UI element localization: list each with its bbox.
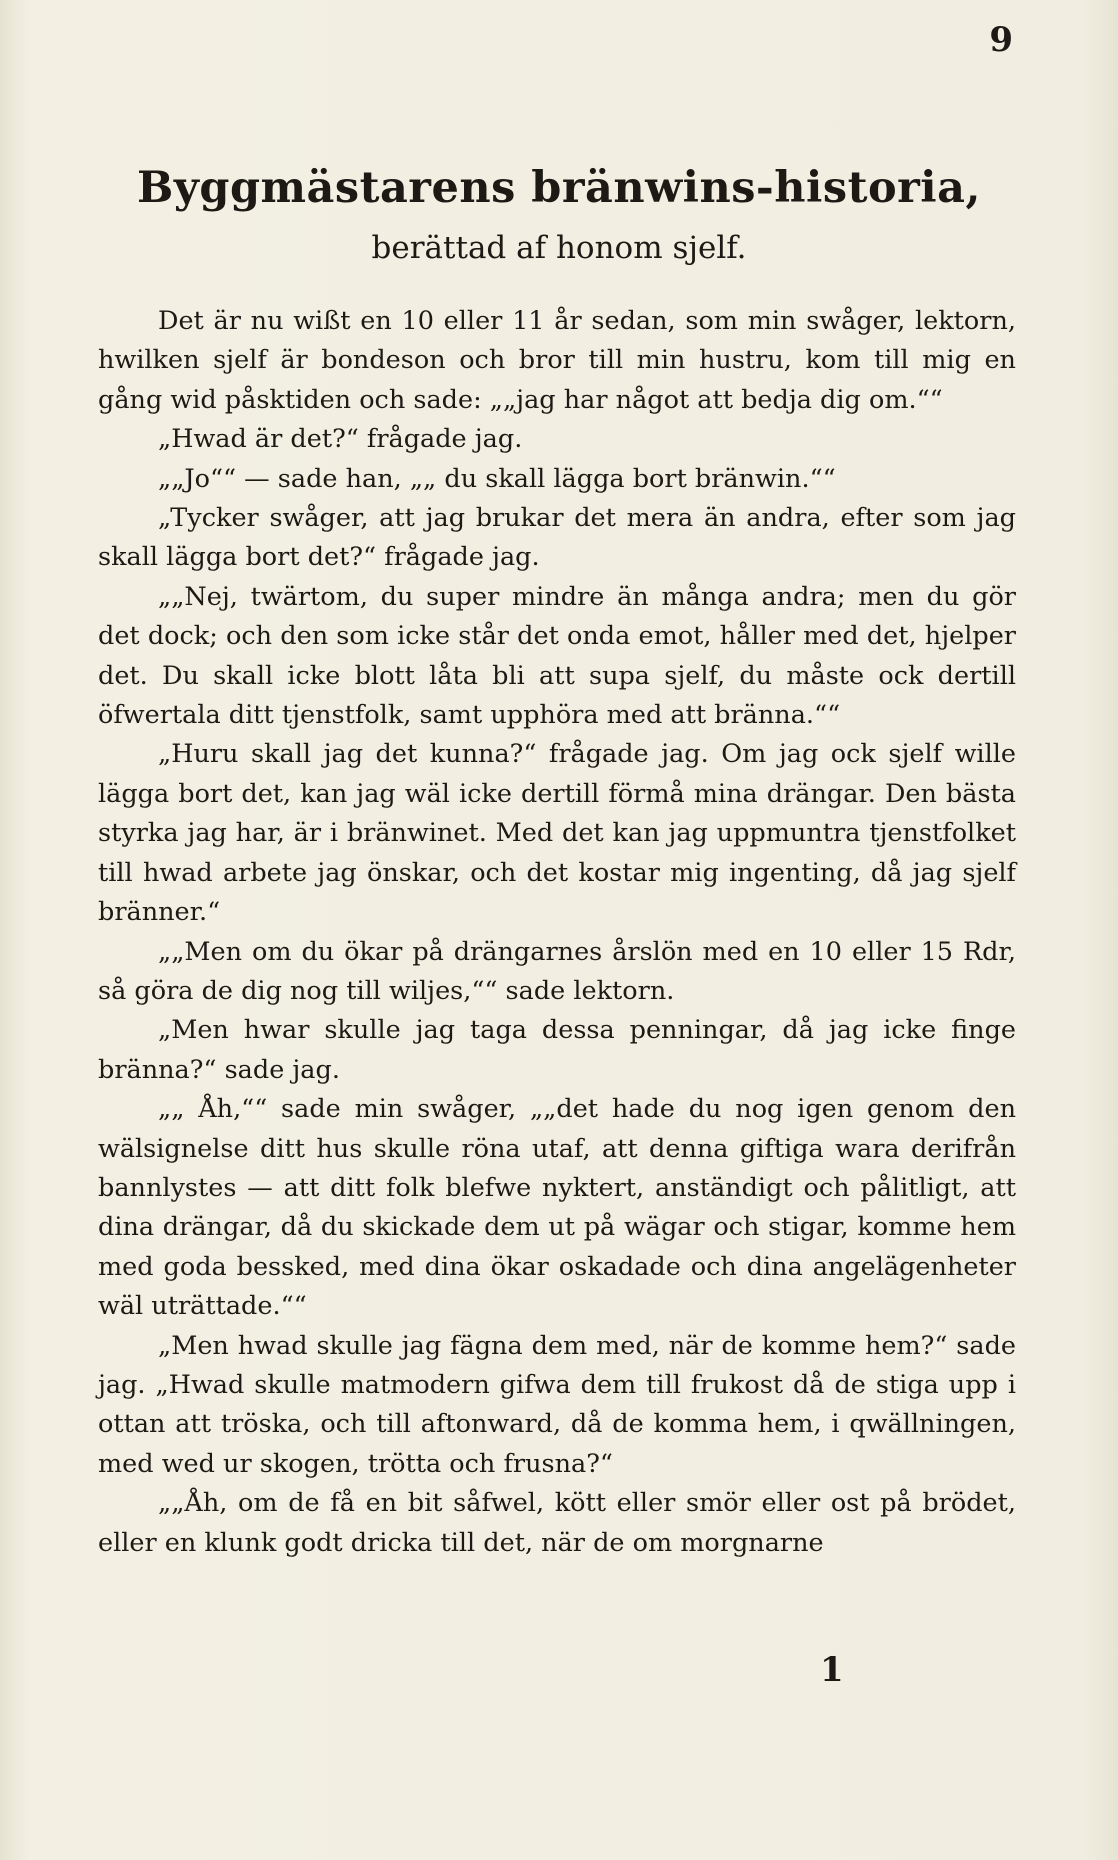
paragraph: „„ Åh,““ sade min swåger, „„det hade du nog igen genom den wälsignelse ditt hus skulle röna utaf, att denna giftiga wara derifrån bannlystes — att ditt folk blefwe nyktert, anständigt och pålitligt, att dina drängar, då du skickade dem ut på wägar och stigar, komme hem med goda bessked, med dina ökar oskadade och dina angelägenheter wäl uträttade.““ [98,1094,1016,1322]
paragraph: „Men hwar skulle jag taga dessa penningar, då jag icke finge bränna?“ sade jag. [98,1015,1016,1085]
paragraph: „Hwad är det?“ frågade jag. [158,424,523,455]
chapter-title: Byggmästarens bränwins-historia, [137,163,981,213]
paragraph: „„Åh, om de få en bit såfwel, kött eller smör eller ost på brödet, eller en klunk godt dricka till det, när de om morgnarne [98,1488,1016,1558]
paragraph: „Huru skall jag det kunna?“ frågade jag. Om jag ock sjelf wille lägga bort det, kan jag wäl icke dertill förmå mina drängar. Den bästa styrka jag har, är i bränwinet. Med det kan jag uppmuntra tjenstfolket till hwad arbete jag önskar, och det kostar mig ingenting, då jag sjelf bränner.“ [98,739,1016,928]
chapter-subtitle: berättad af honom sjelf. [371,230,747,266]
paragraph: „„Nej, twärtom, du super mindre än många andra; men du gör det dock; och den som icke står det onda emot, håller med det, hjelper det. Du skall icke blott låta bli att supa sjelf, du måste ock dertill öfwertala ditt tjenstfolk, samt upphöra med att bränna.““ [98,581,1016,731]
body-text [98,302,1016,1563]
paragraph: „Tycker swåger, att jag brukar det mera än andra, efter som jag skall lägga bort det?“ frågade jag. [98,503,1016,573]
paragraph: „Men hwad skulle jag fägna dem med, när de komme hem?“ sade jag. „Hwad skulle matmodern gifwa dem till frukost då de stiga upp i ottan att tröska, och till aftonward, då de komma hem, i qwällningen, med wed ur skogen, trötta och frusna?“ [98,1330,1016,1479]
page-number: 9 [989,20,1013,60]
paragraph: „„Men om du ökar på drängarnes årslön med en 10 eller 15 Rdr, så göra de dig nog till wiljes,““ sade lektorn. [98,936,1016,1006]
paragraph: „„Jo““ — sade han, „„ du skall lägga bort bränwin.““ [158,463,836,494]
paragraph: Det är nu wißt en 10 eller 11 år sedan, som min swåger, lektorn, hwilken sjelf är bondeson och bror till min hustru, kom till mig en gång wid påsktiden och sade: „„jag har något att bedja dig om.““ [98,306,1016,415]
signature-mark: 1 [820,1650,844,1690]
